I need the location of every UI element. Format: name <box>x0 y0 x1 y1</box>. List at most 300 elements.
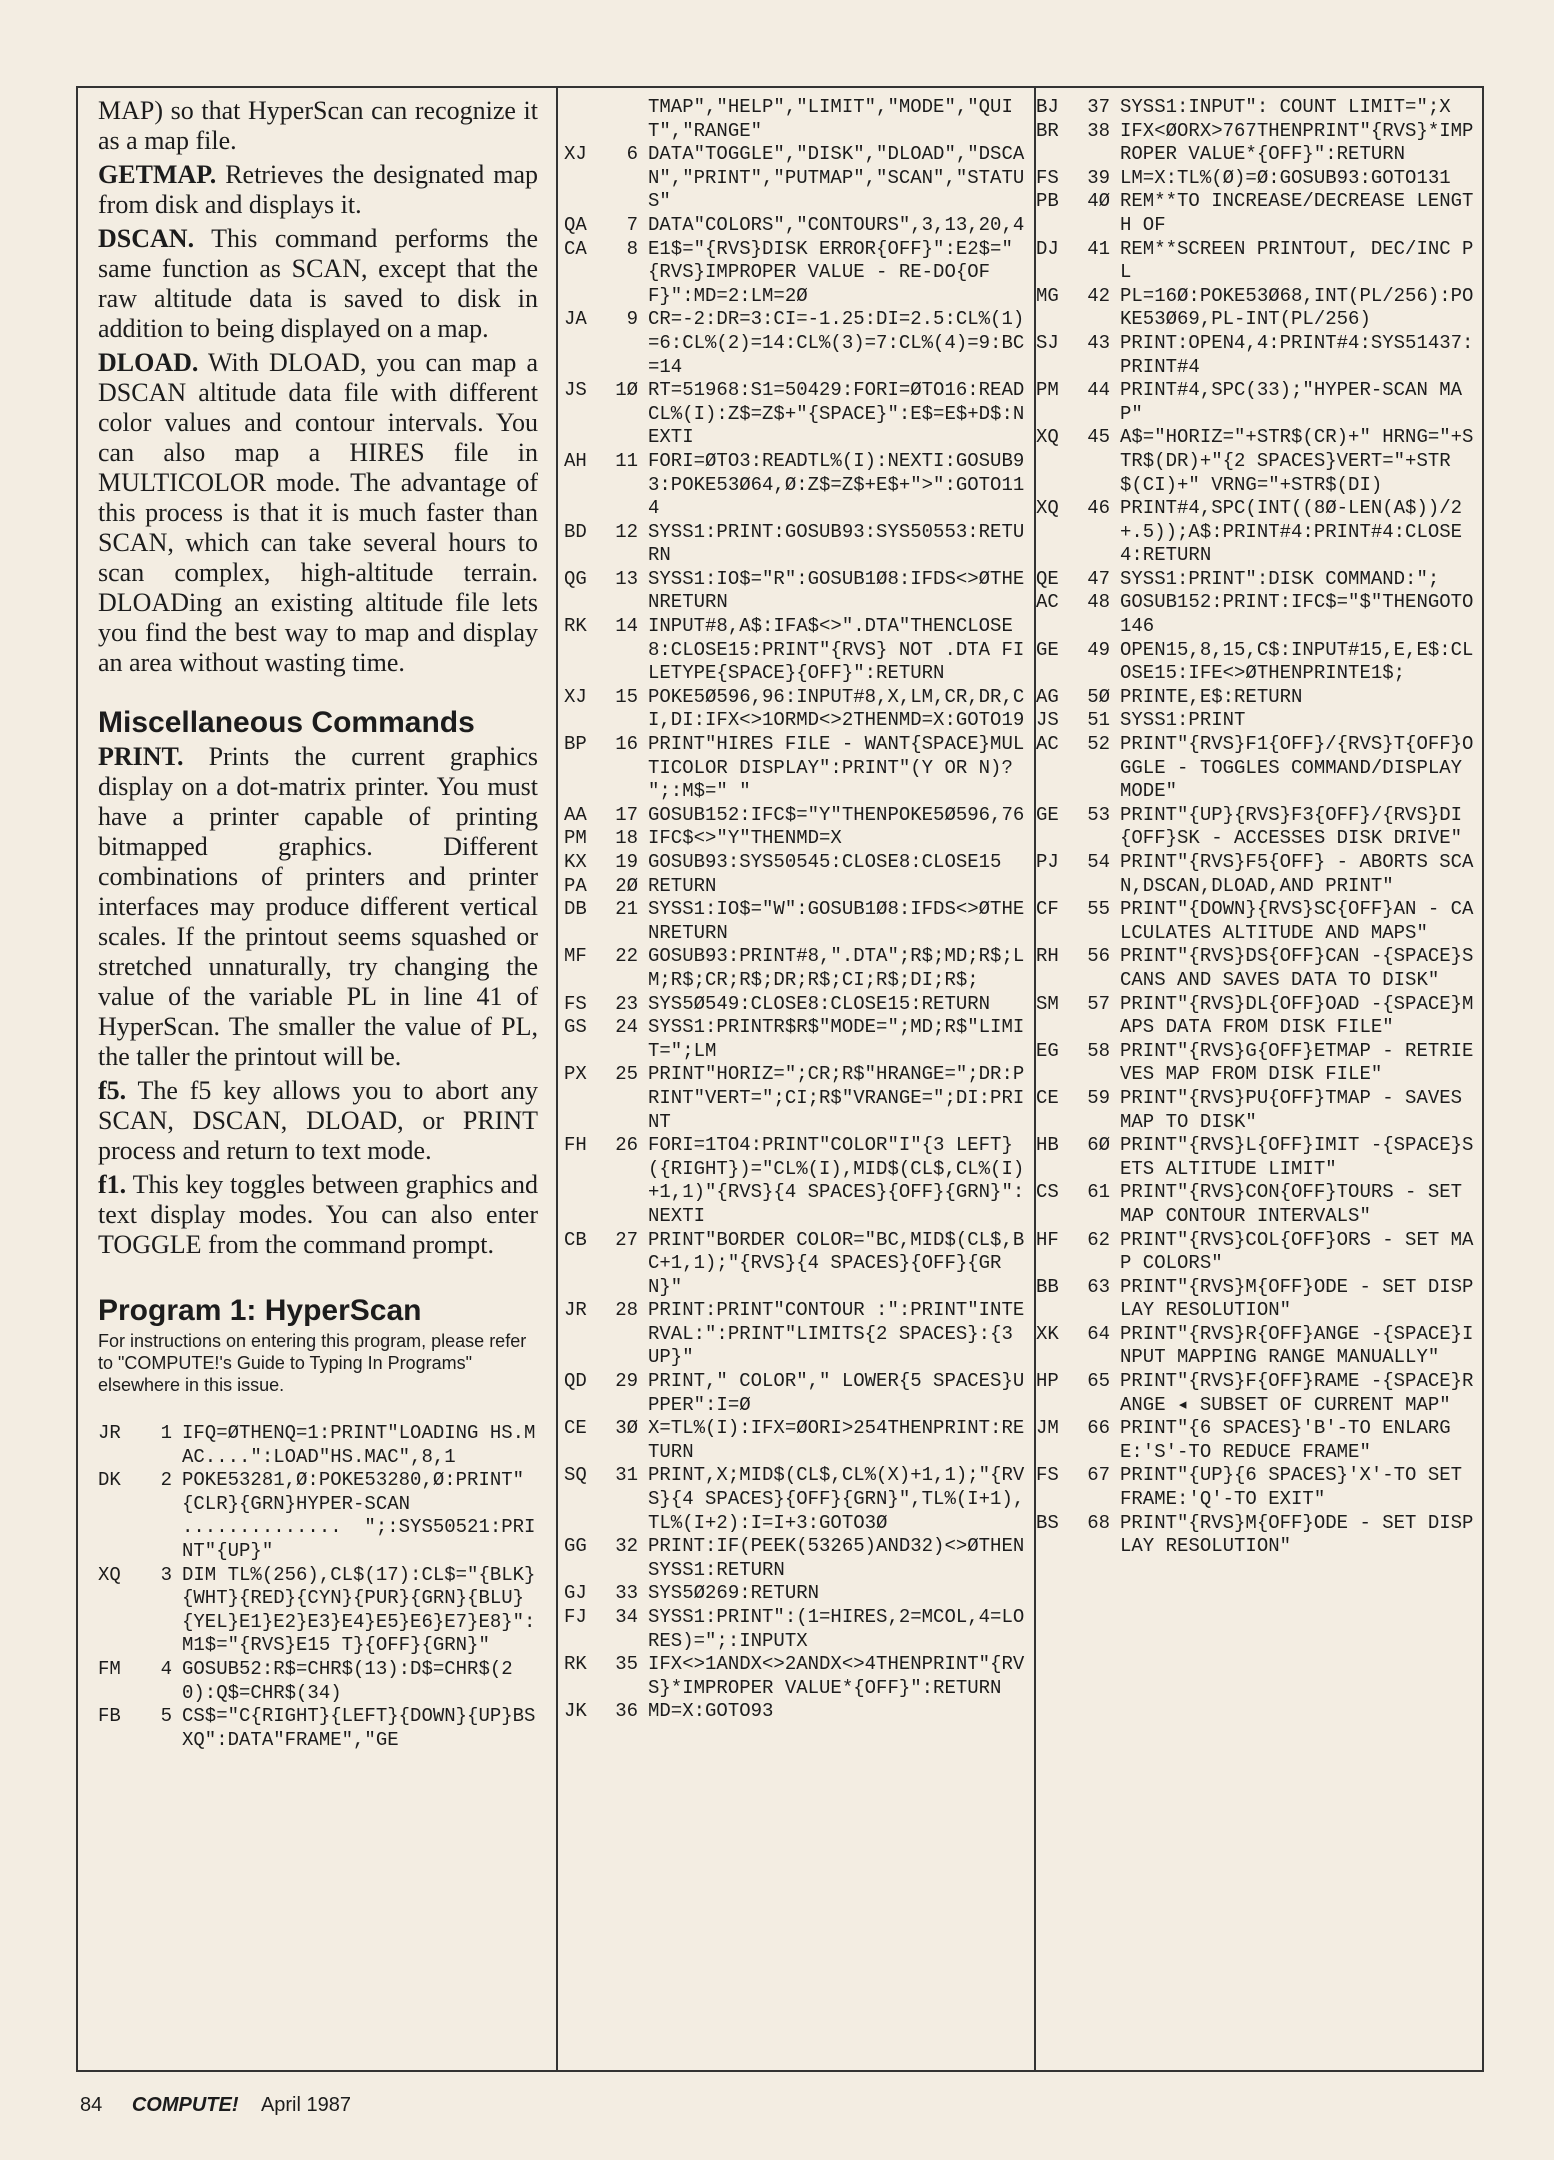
code-line <box>564 143 1032 214</box>
line-number: 56 <box>1087 945 1110 968</box>
code-text: GOSUB93:PRINT#8,".DTA";R$;MD;R$;LM;R$;CR;R$;DR;R$;CI;R$;DI;R$; <box>648 945 1025 991</box>
line-number: 21 <box>615 898 638 921</box>
code-text: CR=-2:DR=3:CI=-1.25:DI=2.5:CL%(1)=6:CL%(2)=14:CL%(3)=7:CL%(4)=9:BC=14 <box>648 308 1025 378</box>
line-number: 63 <box>1087 1275 1110 1298</box>
checksum-code: MG <box>1036 284 1059 307</box>
checksum-code: XQ <box>1036 497 1059 520</box>
checksum-code: BB <box>1036 1275 1059 1298</box>
line-number: 11 <box>615 449 638 472</box>
line-number: 65 <box>1087 1370 1110 1393</box>
code-text: SYSS1:IO$="R":GOSUB1Ø8:IFDS<>ØTHENRETURN <box>648 567 1025 614</box>
line-number: 13 <box>615 567 638 590</box>
code-line <box>1036 591 1476 638</box>
code-text: LM=X:TL%(Ø)=Ø:GOSUB93:GOTO131 <box>1120 166 1451 189</box>
getmap-text: Retrieves the designated map from disk and displays it. <box>98 160 538 219</box>
code-line <box>1036 120 1476 167</box>
code-text: PRINTE,E$:RETURN <box>1120 685 1303 708</box>
code-text: FORI=1TO4:PRINT"COLOR"I"{3 LEFT}({RIGHT})="CL%(I),MID$(CL$,CL%(I)+1,1)"{RVS}{4 SPACES}{OFF}{GRN}":NEXTI <box>648 1134 1025 1227</box>
code-text: SYS5Ø269:RETURN <box>648 1582 820 1605</box>
code-text: PRINT:OPEN4,4:PRINT#4:SYS51437:PRINT#4 <box>1120 331 1474 378</box>
code-line <box>98 1422 538 1469</box>
code-line <box>564 1417 1032 1464</box>
code-line <box>564 875 1032 899</box>
line-number: 7 <box>626 213 638 236</box>
line-number: 47 <box>1087 567 1110 590</box>
code-line <box>1036 804 1476 851</box>
checksum-code: XK <box>1036 1322 1059 1345</box>
getmap-term: GETMAP. <box>98 160 217 189</box>
code-line <box>564 1464 1032 1535</box>
code-text: PL=16Ø:POKE53Ø68,INT(PL/256):POKE53Ø69,PL-INT(PL/256) <box>1120 284 1474 331</box>
code-text: FORI=ØTO3:READTL%(I):NEXTI:GOSUB93:POKE53Ø64,Ø:Z$=Z$+E$+">":GOTO114 <box>648 449 1025 520</box>
code-line <box>1036 285 1476 332</box>
dload-term: DLOAD. <box>98 348 199 377</box>
dload-text: With DLOAD, you can map a DSCAN altitude data file with different color values and contour intervals. You can also map a HIRES file in MULTICOLOR mode. The advantage of this process is that it is much faster than SCAN, which can take several hours to scan complex, high-altitude terrain. DLOADing an existing altitude file lets you find the best way to map and display an area without wasting time. <box>98 348 538 677</box>
line-number: 27 <box>615 1228 638 1251</box>
code-text: SYSS1:PRINT:GOSUB93:SYS50553:RETURN <box>648 520 1025 567</box>
code-line <box>1036 1040 1476 1087</box>
checksum-code: HB <box>1036 1134 1059 1157</box>
checksum-code: JM <box>1036 1417 1059 1440</box>
code-text: E1$="{RVS}DISK ERROR{OFF}":E2$="{RVS}IMPROPER VALUE - RE-DO{OFF}":MD=2:LM=2Ø <box>648 237 1013 307</box>
code-text: PRINT"{DOWN}{RVS}SC{OFF}AN - CALCULATES ALTITUDE AND MAPS" <box>1120 898 1474 944</box>
line-number: 5 <box>160 1705 172 1728</box>
line-number: 25 <box>615 1063 638 1086</box>
code-text: GOSUB152:IFC$="Y"THENPOKE5Ø596,76 <box>648 803 1025 826</box>
checksum-code: FS <box>1036 1464 1059 1487</box>
getmap-paragraph <box>98 160 538 220</box>
code-text: SYSS1:IO$="W":GOSUB1Ø8:IFDS<>ØTHENRETURN <box>648 898 1025 944</box>
line-number: 6Ø <box>1087 1134 1110 1157</box>
program-listing <box>98 1422 538 1752</box>
checksum-code: JS <box>1036 709 1059 732</box>
checksum-code: HF <box>1036 1228 1059 1251</box>
code-line <box>1036 733 1476 804</box>
code-line <box>564 993 1032 1017</box>
f5-text: The f5 key allows you to abort any SCAN, DSCAN, DLOAD, or PRINT process and return to text mode. <box>98 1076 538 1165</box>
code-line <box>1036 639 1476 686</box>
line-number: 68 <box>1087 1511 1110 1534</box>
listing-column <box>1036 96 1476 2062</box>
checksum-code: FS <box>564 992 587 1015</box>
code-line <box>564 851 1032 875</box>
line-number: 54 <box>1087 851 1110 873</box>
line-number: 26 <box>615 1134 638 1157</box>
program-note: For instructions on entering this program, please refer to "COMPUTE!'s Guide to Typing In Programs" elsewhere in this issue. <box>98 1331 527 1395</box>
checksum-code: CE <box>564 1417 587 1440</box>
checksum-code: PX <box>564 1063 587 1086</box>
checksum-code: JS <box>564 379 587 402</box>
code-line <box>1036 190 1476 237</box>
checksum-code: AC <box>1036 733 1059 756</box>
checksum-code: BS <box>1036 1511 1059 1534</box>
line-number: 43 <box>1087 331 1110 354</box>
code-text: PRINT"{RVS}M{OFF}ODE - SET DISPLAY RESOLUTION" <box>1120 1275 1474 1322</box>
code-text: MD=X:GOTO93 <box>648 1700 774 1723</box>
line-number: 41 <box>1087 237 1110 260</box>
line-number: 16 <box>615 733 638 756</box>
checksum-code: JK <box>564 1700 587 1723</box>
code-line <box>1036 1417 1476 1464</box>
code-line <box>564 96 1032 143</box>
code-line <box>1036 1181 1476 1228</box>
code-text: PRINT"{6 SPACES}'B'-TO ENLARGE:'S'-TO REDUCE FRAME" <box>1120 1417 1451 1463</box>
code-text: PRINT:IF(PEEK(53265)AND32)<>ØTHENSYSS1:RETURN <box>648 1535 1025 1581</box>
checksum-code: XJ <box>564 685 587 708</box>
code-line <box>564 1134 1032 1228</box>
code-line <box>564 898 1032 945</box>
line-number: 49 <box>1087 638 1110 661</box>
code-line <box>1036 898 1476 945</box>
code-text: IFC$<>"Y"THENMD=X <box>648 827 842 850</box>
code-text: PRINT"{RVS}R{OFF}ANGE -{SPACE}INPUT MAPPING RANGE MANUALLY" <box>1120 1322 1474 1369</box>
code-text: PRINT"{RVS}DS{OFF}CAN -{SPACE}SCANS AND SAVES DATA TO DISK" <box>1120 945 1474 991</box>
checksum-code: CS <box>1036 1181 1059 1204</box>
code-line <box>1036 379 1476 426</box>
checksum-code: GG <box>564 1535 587 1558</box>
code-line <box>98 1564 538 1658</box>
code-text: PRINT"HIRES FILE - WANT{SPACE}MULTICOLOR DISPLAY":PRINT"(Y OR N)? ";:M$=" " <box>648 733 1025 803</box>
checksum-code: FB <box>98 1705 121 1728</box>
code-text: PRINT"HORIZ=";CR;R$"HRANGE=";DR:PRINT"VERT=";CI;R$"VRANGE=";DI:PRINT <box>648 1063 1025 1133</box>
code-line <box>564 827 1032 851</box>
checksum-code: KX <box>564 851 587 873</box>
dscan-paragraph <box>98 224 538 344</box>
line-number: 31 <box>615 1464 638 1487</box>
line-number: 44 <box>1087 379 1110 402</box>
print-paragraph <box>98 742 538 1072</box>
checksum-code: PB <box>1036 190 1059 213</box>
code-text: DATA"TOGGLE","DISK","DLOAD","DSCAN","PRINT","PUTMAP","SCAN","STATUS" <box>648 143 1025 213</box>
dscan-text: This command performs the same function as SCAN, except that the raw altitude data is saved to disk in addition to being displayed on a map. <box>98 224 538 343</box>
line-number: 15 <box>615 685 638 708</box>
code-line <box>1036 332 1476 379</box>
checksum-code: FH <box>564 1134 587 1157</box>
code-text: CS$="C{RIGHT}{LEFT}{DOWN}{UP}BSXQ":DATA"FRAME","GE <box>182 1705 536 1751</box>
code-line <box>1036 1323 1476 1370</box>
checksum-code: PM <box>1036 379 1059 402</box>
checksum-code: AA <box>564 803 587 826</box>
code-text: A$="HORIZ="+STR$(CR)+" HRNG="+STR$(DR)+"{2 SPACES}VERT="+STR$(CI)+" VRNG="+STR$(DI) <box>1120 426 1474 496</box>
code-line <box>564 214 1032 238</box>
code-line <box>1036 568 1476 592</box>
code-text: RT=51968:S1=50429:FORI=ØTO16:READCL%(I):Z$=Z$+"{SPACE}":E$=E$+D$:NEXTI <box>648 379 1025 449</box>
code-text: RETURN <box>648 874 717 897</box>
dscan-term: DSCAN. <box>98 224 195 253</box>
checksum-code: XQ <box>98 1563 121 1586</box>
line-number: 1 <box>160 1422 172 1444</box>
code-line <box>98 1658 538 1705</box>
code-line <box>564 1700 1032 1724</box>
checksum-code: RK <box>564 1653 587 1676</box>
line-number: 35 <box>615 1653 638 1676</box>
code-line <box>1036 1087 1476 1134</box>
code-line <box>1036 96 1476 120</box>
line-number: 66 <box>1087 1417 1110 1440</box>
line-number: 32 <box>615 1535 638 1558</box>
f1-text: This key toggles between graphics and text display modes. You can also enter TOGGLE from the command prompt. <box>98 1170 538 1259</box>
page-number: 84 <box>80 2094 103 2116</box>
code-text: PRINT"{RVS}F{OFF}RAME -{SPACE}RANGE ◂ SUBSET OF CURRENT MAP" <box>1120 1370 1474 1416</box>
code-text: SYSS1:PRINTR$R$"MODE=";MD;R$"LIMIT=";LM <box>648 1016 1025 1062</box>
code-line <box>564 568 1032 615</box>
line-number: 62 <box>1087 1228 1110 1251</box>
code-text: OPEN15,8,15,C$:INPUT#15,E,E$:CLOSE15:IFE<>ØTHENPRINTE1$; <box>1120 638 1474 685</box>
line-number: 51 <box>1087 709 1110 732</box>
misc-commands-heading: Miscellaneous Commands <box>98 706 475 739</box>
code-text: PRINT"{RVS}CON{OFF}TOURS - SET MAP CONTOUR INTERVALS" <box>1120 1181 1474 1227</box>
issue-date: April 1987 <box>260 2094 351 2116</box>
code-line <box>564 379 1032 450</box>
line-number: 2Ø <box>615 874 638 897</box>
line-number: 4 <box>160 1657 172 1680</box>
code-text: PRINT"{RVS}M{OFF}ODE - SET DISPLAY RESOLUTION" <box>1120 1511 1474 1558</box>
code-line <box>1036 1464 1476 1511</box>
code-line <box>564 733 1032 804</box>
code-text: GOSUB152:PRINT:IFC$="$"THENGOTO146 <box>1120 591 1474 638</box>
checksum-code: PM <box>564 827 587 850</box>
code-text: PRINT"{RVS}F5{OFF} - ABORTS SCAN,DSCAN,DLOAD,AND PRINT" <box>1120 851 1474 897</box>
code-text: TMAP","HELP","LIMIT","MODE","QUIT","RANGE" <box>648 96 1013 142</box>
checksum-code: HP <box>1036 1370 1059 1393</box>
checksum-code: FJ <box>564 1606 587 1628</box>
checksum-code: PA <box>564 874 587 897</box>
code-text: PRINT#4,SPC(33);"HYPER-SCAN MAP" <box>1120 379 1463 425</box>
code-line <box>98 1469 538 1563</box>
code-line <box>1036 1229 1476 1276</box>
checksum-code: BP <box>564 733 587 756</box>
checksum-code: EG <box>1036 1039 1059 1062</box>
line-number: 24 <box>615 1016 638 1039</box>
line-number: 22 <box>615 945 638 968</box>
checksum-code: QE <box>1036 567 1059 590</box>
checksum-code: QD <box>564 1370 587 1393</box>
code-line <box>98 1705 538 1752</box>
code-text: PRINT:PRINT"CONTOUR :":PRINT"INTERVAL:":PRINT"LIMITS{2 SPACES}:{3 UP}" <box>648 1299 1025 1369</box>
code-text: IFX<ØORX>767THENPRINT"{RVS}*IMPROPER VALUE*{OFF}":RETURN <box>1120 119 1474 166</box>
code-line <box>1036 1276 1476 1323</box>
code-line <box>564 521 1032 568</box>
checksum-code: JA <box>564 308 587 331</box>
code-line <box>1036 167 1476 191</box>
code-text: SYSS1:PRINT <box>1120 709 1246 732</box>
code-line <box>1036 709 1476 733</box>
f1-paragraph <box>98 1170 538 1260</box>
program-listing <box>564 96 1032 1724</box>
code-line <box>564 1063 1032 1134</box>
f5-paragraph <box>98 1076 538 1166</box>
code-line <box>1036 1370 1476 1417</box>
code-line <box>564 1016 1032 1063</box>
line-number: 58 <box>1087 1039 1110 1062</box>
checksum-code: CB <box>564 1228 587 1251</box>
code-line <box>564 1370 1032 1417</box>
code-text: PRINT"{RVS}COL{OFF}ORS - SET MAP COLORS" <box>1120 1228 1474 1275</box>
code-line <box>1036 426 1476 497</box>
line-number: 28 <box>615 1299 638 1322</box>
line-number: 17 <box>615 803 638 826</box>
line-number: 6 <box>626 143 638 166</box>
line-number: 64 <box>1087 1322 1110 1345</box>
code-text: SYSS1:PRINT":DISK COMMAND:"; <box>1120 567 1440 590</box>
checksum-code: FM <box>98 1657 121 1680</box>
checksum-code: MF <box>564 945 587 968</box>
checksum-code: BJ <box>1036 96 1059 118</box>
checksum-code: JR <box>564 1299 587 1322</box>
checksum-code: RK <box>564 615 587 638</box>
print-term: PRINT. <box>98 742 184 771</box>
code-text: PRINT"{UP}{RVS}F3{OFF}/{RVS}DI{OFF}SK - ACCESSES DISK DRIVE" <box>1120 803 1463 850</box>
code-line <box>564 1535 1032 1582</box>
f5-term: f5. <box>98 1076 127 1105</box>
checksum-code: AC <box>1036 591 1059 614</box>
print-text: Prints the current graphics display on a dot-matrix printer. You must have a printer capable of printing bitmapped graphics. Different combinations of printers and printer interfaces may produce different vertical scales. If the printout seems squashed or stretched unnaturally, try changing the value of the variable PL in line 41 of HyperScan. The smaller the value of PL, the taller the printout will be. <box>98 742 538 1071</box>
code-text: SYSS1:PRINT":(1=HIRES,2=MCOL,4=LORES)=";:INPUTX <box>648 1606 1025 1652</box>
line-number: 14 <box>615 615 638 638</box>
column-divider <box>556 86 558 2072</box>
checksum-code: GE <box>1036 638 1059 661</box>
line-number: 39 <box>1087 166 1110 189</box>
line-number: 59 <box>1087 1086 1110 1109</box>
checksum-code: DB <box>564 898 587 921</box>
text-column <box>98 96 538 2062</box>
checksum-code: CE <box>1036 1086 1059 1109</box>
code-line <box>564 1653 1032 1700</box>
code-line <box>564 615 1032 686</box>
code-text: REM**SCREEN PRINTOUT, DEC/INC PL <box>1120 237 1474 284</box>
code-line <box>1036 497 1476 568</box>
program-listing <box>1036 96 1476 1559</box>
listing-column <box>564 96 1032 2062</box>
code-text: INPUT#8,A$:IFA$<>".DTA"THENCLOSE8:CLOSE15:PRINT"{RVS} NOT .DTA FILETYPE{SPACE}{OFF}":RETURN <box>648 615 1025 685</box>
code-text: X=TL%(I):IFX=ØORI>254THENPRINT:RETURN <box>648 1417 1025 1463</box>
code-line <box>1036 993 1476 1040</box>
checksum-code: CF <box>1036 898 1059 921</box>
checksum-code: SQ <box>564 1464 587 1487</box>
code-line <box>564 945 1032 992</box>
checksum-code: SJ <box>1036 331 1059 354</box>
line-number: 19 <box>615 851 638 873</box>
line-number: 46 <box>1087 497 1110 520</box>
code-text: SYS5Ø549:CLOSE8:CLOSE15:RETURN <box>648 992 991 1015</box>
code-line <box>564 1299 1032 1370</box>
line-number <box>604 96 648 143</box>
code-text: PRINT"{RVS}L{OFF}IMIT -{SPACE}SETS ALTITUDE LIMIT" <box>1120 1134 1474 1180</box>
checksum-code: DK <box>98 1469 121 1492</box>
code-text: DATA"COLORS","CONTOURS",3,13,20,4 <box>648 213 1025 236</box>
code-text: GOSUB93:SYS50545:CLOSE8:CLOSE15 <box>648 851 1002 873</box>
code-text: POKE5Ø596,96:INPUT#8,X,LM,CR,DR,CI,DI:IFX<>1ORMD<>2THENMD=X:GOTO19 <box>648 685 1025 732</box>
code-text: PRINT"{RVS}DL{OFF}OAD -{SPACE}MAPS DATA FROM DISK FILE" <box>1120 992 1474 1039</box>
code-line <box>1036 1512 1476 1559</box>
magazine-name: COMPUTE! <box>131 2094 239 2116</box>
f1-term: f1. <box>98 1170 127 1199</box>
line-number: 57 <box>1087 992 1110 1015</box>
checksum-code: XJ <box>564 143 587 166</box>
code-text: IFX<>1ANDX<>2ANDX<>4THENPRINT"{RVS}*IMPROPER VALUE*{OFF}":RETURN <box>648 1653 1025 1699</box>
line-number: 53 <box>1087 803 1110 826</box>
code-line <box>1036 238 1476 285</box>
line-number: 3Ø <box>615 1417 638 1440</box>
line-number: 8 <box>626 237 638 260</box>
line-number: 55 <box>1087 898 1110 921</box>
code-line <box>1036 1134 1476 1181</box>
checksum-code: GE <box>1036 803 1059 826</box>
code-text: IFQ=ØTHENQ=1:PRINT"LOADING HS.MAC....":LOAD"HS.MAC",8,1 <box>182 1422 536 1468</box>
checksum-code: QG <box>564 567 587 590</box>
line-number: 34 <box>615 1606 638 1628</box>
checksum-code: QA <box>564 213 587 236</box>
line-number: 48 <box>1087 591 1110 614</box>
line-number: 29 <box>615 1370 638 1393</box>
code-line <box>1036 686 1476 710</box>
code-text: PRINT"{UP}{6 SPACES}'X'-TO SET FRAME:'Q'-TO EXIT" <box>1120 1464 1474 1511</box>
code-line <box>564 686 1032 733</box>
code-line <box>564 450 1032 521</box>
line-number: 61 <box>1087 1181 1110 1204</box>
code-line <box>1036 851 1476 898</box>
line-number: 9 <box>626 308 638 331</box>
checksum-code: AH <box>564 449 587 472</box>
checksum-code: FS <box>1036 166 1059 189</box>
code-line <box>1036 945 1476 992</box>
line-number: 4Ø <box>1087 190 1110 213</box>
checksum-code: CA <box>564 237 587 260</box>
line-number: 33 <box>615 1582 638 1605</box>
code-text: PRINT"BORDER COLOR="BC,MID$(CL$,BC+1,1);"{RVS}{4 SPACES}{OFF}{GRN}" <box>648 1228 1025 1298</box>
line-number: 67 <box>1087 1464 1110 1487</box>
line-number: 52 <box>1087 733 1110 756</box>
checksum-code: BR <box>1036 119 1059 142</box>
checksum-code: RH <box>1036 945 1059 968</box>
checksum-code: PJ <box>1036 851 1059 873</box>
line-number: 45 <box>1087 426 1110 449</box>
code-line <box>564 1229 1032 1300</box>
checksum-code: XQ <box>1036 426 1059 449</box>
code-text: PRINT"{RVS}PU{OFF}TMAP - SAVES MAP TO DISK" <box>1120 1086 1474 1133</box>
intro-paragraph: MAP) so that HyperScan can recognize it as a map file. <box>98 96 538 155</box>
checksum-code: DJ <box>1036 237 1059 260</box>
code-line <box>564 804 1032 828</box>
checksum-code <box>564 96 604 143</box>
code-line <box>564 1582 1032 1606</box>
code-text: PRINT," COLOR"," LOWER{5 SPACES}UPPER":I=Ø <box>648 1370 1025 1416</box>
line-number: 36 <box>615 1700 638 1723</box>
checksum-code: JR <box>98 1422 121 1444</box>
line-number: 1Ø <box>615 379 638 402</box>
line-number: 12 <box>615 520 638 543</box>
checksum-code: SM <box>1036 992 1059 1015</box>
line-number: 2 <box>160 1469 172 1492</box>
dload-paragraph <box>98 348 538 678</box>
checksum-code: GS <box>564 1016 587 1039</box>
code-text: POKE53281,Ø:POKE53280,Ø:PRINT"{CLR}{GRN}HYPER-SCAN .............. ";:SYS50521:PRINT"{UP}" <box>182 1469 536 1562</box>
checksum-code: AG <box>1036 685 1059 708</box>
line-number: 42 <box>1087 284 1110 307</box>
line-number: 37 <box>1087 96 1110 118</box>
line-number: 38 <box>1087 119 1110 142</box>
code-text: PRINT"{RVS}F1{OFF}/{RVS}T{OFF}OGGLE - TOGGLES COMMAND/DISPLAY MODE" <box>1120 733 1474 803</box>
code-line <box>564 238 1032 309</box>
code-text: DIM TL%(256),CL$(17):CL$="{BLK}{WHT}{RED}{CYN}{PUR}{GRN}{BLU}{YEL}E1}E2}E3}E4}E5}E6}E7}E8}":M1$="{RVS}E15 T}{OFF}{GRN}" <box>182 1563 536 1657</box>
code-line <box>564 1606 1032 1653</box>
checksum-code: BD <box>564 520 587 543</box>
code-text: GOSUB52:R$=CHR$(13):D$=CHR$(20):Q$=CHR$(34) <box>182 1657 513 1704</box>
page-footer <box>80 2094 351 2117</box>
code-text: PRINT,X;MID$(CL$,CL%(X)+1,1);"{RVS}{4 SPACES}{OFF}{GRN}",TL%(I+1),TL%(I+2):I=I+3:GOTO3Ø <box>648 1464 1025 1534</box>
checksum-code: GJ <box>564 1582 587 1605</box>
code-text: PRINT#4,SPC(INT((8Ø-LEN(A$))/2+.5));A$:PRINT#4:PRINT#4:CLOSE4:RETURN <box>1120 497 1463 567</box>
